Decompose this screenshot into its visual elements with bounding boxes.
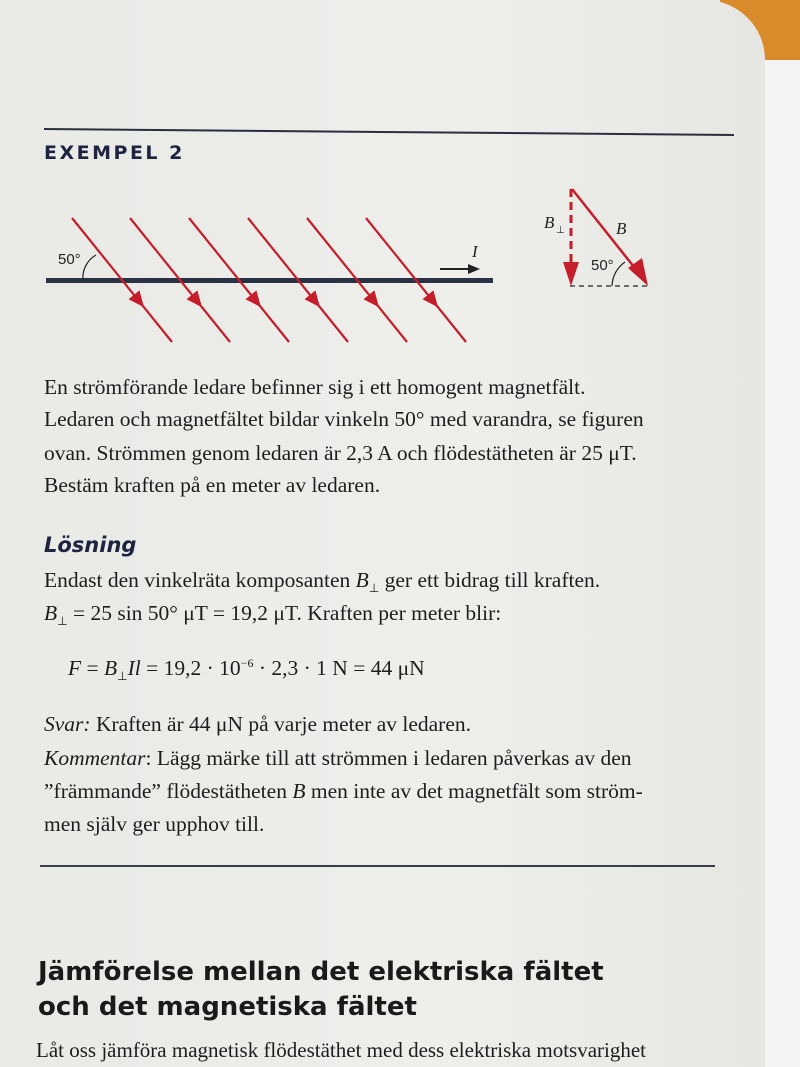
exponent: −6 — [240, 656, 254, 670]
conductor-wire — [46, 278, 493, 283]
comment-line-2 — [44, 776, 643, 806]
problem-line-1: En strömförande ledare befinner sig i ett homogent magnetfält. — [44, 375, 586, 399]
section-heading — [38, 955, 604, 1025]
symbol-b: B — [44, 601, 58, 625]
heading-line: och det magnetiska fältet — [38, 992, 417, 1022]
symbol-b: B — [355, 568, 369, 592]
answer-text: Kraften är 44 μN på varje meter av ledaren. — [90, 712, 471, 736]
perp-symbol: ⊥ — [556, 225, 565, 236]
symbol-b: B — [292, 779, 306, 803]
comment-line-1 — [44, 743, 632, 773]
force-formula — [68, 656, 425, 684]
b-label: B — [616, 219, 627, 238]
problem-line-4: Bestäm kraften på en meter av ledaren. — [44, 473, 381, 497]
text: Endast den vinkelräta komposanten — [44, 568, 356, 592]
comment-label: Kommentar — [44, 746, 146, 770]
text: = — [81, 656, 105, 681]
symbol-f: F — [68, 656, 82, 681]
field-arrowhead — [305, 290, 320, 307]
comment-line-3: men själv ger upphov till. — [44, 812, 265, 836]
perp-subscript: ⊥ — [117, 669, 128, 684]
perp-subscript: ⊥ — [368, 581, 380, 595]
b-perp-arrowhead — [563, 262, 579, 286]
b-perp-label: B — [544, 213, 555, 232]
angle-label: 50° — [58, 251, 81, 268]
perp-subscript: ⊥ — [57, 614, 68, 628]
text: ”främmande” flödestätheten — [44, 779, 293, 803]
angle-arc — [83, 255, 96, 280]
field-arrowhead — [423, 290, 438, 307]
answer-line — [44, 709, 471, 739]
triangle-angle-label: 50° — [591, 257, 614, 274]
field-arrowhead — [364, 290, 379, 307]
field-arrowhead — [129, 290, 144, 307]
symbol-il: Il — [127, 656, 141, 681]
bottom-divider — [40, 865, 715, 867]
symbol-b: B — [104, 656, 118, 681]
answer-label: Svar: — [44, 712, 91, 736]
text: = 19,2 · 10 — [140, 656, 241, 681]
heading-line: Jämförelse mellan det elektriska fältet — [38, 957, 604, 987]
text: · 2,3 · 1 N = 44 μN — [253, 656, 425, 681]
current-arrowhead — [468, 264, 480, 274]
example-figure — [0, 0, 800, 380]
triangle-angle-arc — [612, 262, 625, 286]
text: : Lägg märke till att strömmen i ledaren påverkas av den — [145, 746, 632, 770]
text: = 25 sin 50° μT = 19,2 μT. Kraften per meter blir: — [67, 601, 502, 625]
problem-line-2: Ledaren och magnetfältet bildar vinkeln 50° med varandra, se figuren — [44, 407, 644, 431]
example-title: EXEMPEL 2 — [44, 142, 185, 164]
problem-line-3: ovan. Strömmen genom ledaren är 2,3 A och flödestätheten är 25 μT. — [44, 441, 637, 465]
text: men inte av det magnetfält som ström- — [305, 779, 643, 803]
field-arrowhead — [187, 290, 202, 307]
solution-heading: Lösning — [44, 533, 137, 557]
field-arrowhead — [246, 290, 261, 307]
text: ger ett bidrag till kraften. — [379, 568, 601, 592]
current-label: I — [472, 242, 478, 261]
solution-line-2 — [44, 598, 501, 636]
section-intro: Låt oss jämföra magnetisk flödestäthet med dess elektriska motsvarighet — [36, 1038, 647, 1062]
